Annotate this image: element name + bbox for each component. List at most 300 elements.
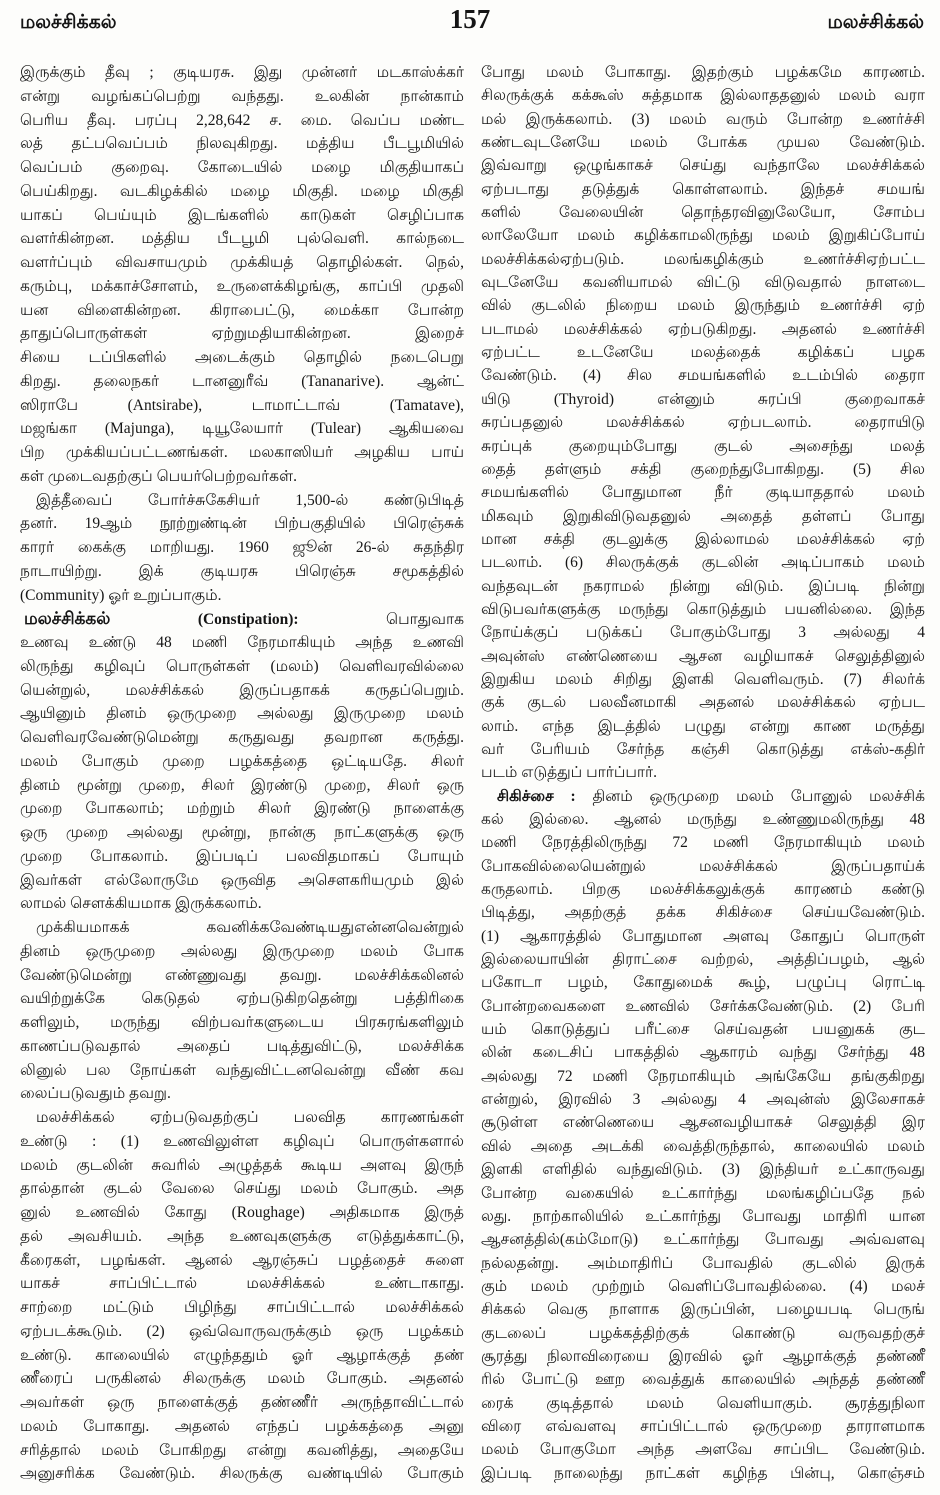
line-text: குக் குடல் பலவீனமாகி அதனல் மலச்சிக்கல் ஏற்பட (481, 694, 925, 712)
line-text: ஒரு முறை அல்லது மூன்று, நான்கு நாட்களுக்கு ஒரு (20, 824, 464, 841)
line-content (481, 341, 925, 364)
line-text: தினம் மூன்று முறை, சிலர் இரண்டு முறை, சிலர் ஒரு (20, 776, 464, 794)
line-content (20, 512, 464, 536)
line-text: ரைக் குடித்தால் மலம் வெளியாகும். சூரத்துநிலா (481, 1394, 925, 1412)
line-content (20, 441, 464, 465)
line-content (20, 109, 464, 133)
line-text: யன விளைகின்றன. கிராபைட்டு, மைக்கா போன்ற (20, 301, 464, 319)
line-content (481, 1345, 925, 1368)
line-text: கரும்பு, மக்காச்சோளம், உருளைக்கிழங்கு, காப்பி முதலி (20, 277, 464, 295)
line-content (481, 411, 925, 434)
text-line (481, 1228, 925, 1251)
line-text: (1) ஆகாரத்தில் போதுமான அளவு கோதுப் பொருள் (481, 927, 925, 945)
line-text: மஜங்கா (Majunga), டியூலேயார் (Tulear) ஆகியவை (20, 420, 464, 438)
line-content (481, 84, 925, 107)
line-content (481, 1135, 925, 1158)
line-content (20, 560, 464, 584)
line-content (481, 1182, 925, 1205)
line-content (481, 131, 925, 154)
line-text: படம் எடுத்துப் பார்ப்பார். (481, 764, 657, 782)
line-content (481, 458, 925, 481)
line-content (20, 1439, 464, 1463)
text-line (481, 1158, 925, 1181)
line-text: சமயங்களில் போதுமான நீர் குடியாததால் மலம் (481, 484, 925, 502)
line-content (481, 505, 925, 528)
line-content (481, 831, 925, 854)
text-line (481, 341, 925, 364)
line-content (481, 761, 657, 784)
text-line (20, 370, 464, 394)
text-line (481, 878, 925, 901)
text-line (481, 925, 925, 948)
paragraph (20, 607, 464, 916)
line-text: சுரப்பதனுல் மலச்சிக்கல் ஏற்படலாம். தைராயிடு (481, 414, 925, 432)
line-text: களிலும், மருந்து விற்பவர்களுடைய பிரசுரங்களிலும் (20, 1014, 464, 1031)
text-line (481, 1298, 925, 1321)
line-text: வெப்பம் குறைவு. கோடையில் மழை மிகுதியாகப் (20, 159, 464, 176)
text-line (20, 1462, 464, 1486)
line-content (20, 1320, 464, 1344)
line-text: வில் அதை அடக்கி வைத்திருந்தால், காலையில் மலம் (481, 1137, 925, 1155)
text-line (481, 1438, 925, 1461)
line-content (481, 388, 925, 411)
line-content (20, 1249, 464, 1273)
line-content (20, 132, 464, 156)
line-content (20, 227, 464, 251)
line-text: வேண்டும். (4) சில சமயங்களில் உடம்பில் தைரா (481, 367, 925, 385)
text-line (20, 892, 464, 916)
line-text: இப்படி நாலைந்து நாட்கள் கழிந்த பின்பு, கொஞ்சம் (481, 1464, 925, 1482)
text-line (20, 869, 464, 893)
text-line (20, 512, 464, 536)
text-line (20, 655, 464, 679)
text-line (20, 227, 464, 251)
line-text: மிகவும் இறுகிவிடுவதனுல் அதைத் தள்ளப் போது (481, 507, 925, 525)
line-text: படலாம். (6) சிலருக்குக் குடலின் அடிப்பாகம் மலம் (481, 554, 925, 572)
line-text: ஏற்படக்கூடும். (2) ஒவ்வொருவருக்கும் ஒரு பழக்கம் (20, 1322, 464, 1340)
line-content (481, 925, 925, 948)
text-line (20, 1154, 464, 1178)
text-line (481, 411, 925, 434)
line-text: தைத் தள்ளும் சக்தி குறைந்துபோகிறது. (5) சில (481, 460, 925, 478)
line-text: வளர்ப்பும் விவசாயமும் முக்கியத் தொழில்கள். நெல், (20, 254, 464, 271)
line-content (20, 1177, 464, 1201)
line-content (20, 964, 464, 988)
line-text: முறை போகலாம்; மற்றும் சிலர் இரண்டு நாளைக்கு (20, 800, 464, 818)
line-text: கீரைகள், பழங்கள். ஆனல் ஆரஞ்சுப் பழத்தைச் சுளை (20, 1251, 464, 1269)
text-line (20, 1249, 464, 1273)
line-text: பொதுவாக (386, 611, 465, 629)
line-content (20, 61, 464, 85)
line-text: இவ்வாறு ஒழுங்காகச் செய்து வந்தாலே மலச்சிக்கல் (481, 157, 925, 175)
text-line (20, 916, 464, 940)
running-head-left: மலச்சிக்கல் (20, 12, 117, 33)
text-line (481, 1088, 925, 1111)
line-content (20, 1011, 464, 1035)
line-content (481, 1322, 925, 1345)
line-text: உண்டு : (1) உணவிலுள்ள கழிவுப் பொருள்களால் (20, 1132, 464, 1150)
line-text: போது மலம் போகாது. இதற்கும் பழக்கமே காரணம். (481, 64, 925, 81)
line-text: (Community) ஓர் உறுப்பாகும். (20, 586, 222, 604)
text-line (20, 536, 464, 560)
line-content (481, 995, 925, 1018)
line-text: யம் கொடுத்துப் பரீட்சை செய்வதன் பயனுகக் குட (481, 1021, 925, 1039)
line-text: வளர்கின்றன. மத்திய பீடபூமி புல்வெளி. கால்நடை (20, 230, 464, 248)
line-text: இத்தீவைப் போர்ச்சுகேசியர் 1,500-ல் கண்டுபிடித் (36, 491, 464, 509)
line-content (481, 808, 925, 831)
text-line (481, 1205, 925, 1228)
text-line (481, 1018, 925, 1041)
line-text: லத் தட்பவெப்பம் நிலவுகிறது. மத்திய பீடபூமியில் (20, 135, 464, 153)
line-content (20, 299, 464, 323)
text-line (20, 1439, 464, 1463)
line-text: வெளிவரவேண்டுமென்று கருதுவது தவறான கருத்து. (20, 729, 464, 746)
line-content (20, 1462, 464, 1486)
text-line (20, 774, 464, 798)
line-text: உணவு உண்டு 48 மணி நேரமாகியும் அந்த உணவி (20, 634, 464, 651)
text-line (20, 940, 464, 964)
line-content (20, 417, 464, 441)
line-text: சிக்கல் வெகு நாளாக இருப்பின், பழையபடி பெருங் (481, 1301, 925, 1319)
text-line (481, 831, 925, 854)
line-text: ஆயினும் தினம் ஒருமுறை அல்லது இருமுறை மலம் (20, 705, 464, 723)
text-line (20, 1082, 464, 1106)
text-line (20, 1177, 464, 1201)
line-content (481, 435, 925, 458)
line-text: முறை போகலாம். இப்படிப் பலவிதமாகப் போயும் (20, 847, 464, 865)
line-content (481, 621, 925, 644)
paragraph (20, 489, 464, 608)
line-text: வில் குடலில் நிறைய மலம் இருந்தும் உணர்ச்சி ஏற் (481, 297, 925, 315)
text-line (481, 294, 925, 317)
line-text: வந்தவுடன் நகராமல் நின்று விடும். இப்படி நின்று (481, 577, 925, 595)
text-line (20, 61, 464, 85)
text-line (20, 489, 464, 513)
line-content (481, 575, 925, 598)
line-content (20, 1082, 171, 1106)
line-content (497, 785, 925, 808)
line-content (481, 1415, 925, 1438)
line-content (481, 108, 925, 131)
text-line (481, 1322, 925, 1345)
text-line (20, 441, 464, 465)
text-line (20, 180, 464, 204)
line-content (20, 869, 464, 893)
line-content (20, 702, 464, 726)
text-line (20, 584, 464, 608)
line-content (20, 1272, 464, 1296)
line-content (481, 971, 925, 994)
text-line (481, 435, 925, 458)
line-content (481, 1462, 925, 1485)
line-text: விரை எவ்வளவு சாப்பிட்டால் ஒருமுறை தாராளமாக (481, 1417, 925, 1435)
line-content (481, 1228, 925, 1251)
line-text: சுரப்புக் குறையும்போது குடல் அசைந்து மலத் (481, 437, 925, 455)
line-content (20, 1296, 464, 1320)
line-text: லிருந்து கழிவுப் பொருள்கள் (மலம்) வெளிவரவில்லை (20, 657, 464, 675)
line-content (20, 845, 464, 869)
line-content (20, 204, 464, 228)
line-text: அவுன்ஸ் எண்ணெயை ஆசன வழியாகச் செலுத்தினுல் (481, 647, 925, 665)
line-content (20, 821, 464, 845)
line-content (481, 691, 925, 714)
line-text: குடலைப் பழக்கத்திற்குக் கொண்டு வருவதற்குச் (481, 1324, 925, 1342)
text-line (481, 575, 925, 598)
text-line (481, 458, 925, 481)
line-content (20, 1225, 464, 1249)
line-text: னுல் உணவில் கோது (Roughage) அதிகமாக இருத் (20, 1204, 464, 1221)
text-line (481, 1392, 925, 1415)
line-text: தினம் ஒருமுறை அல்லது இருமுறை மலம் போக (20, 942, 464, 960)
line-content (20, 346, 464, 370)
text-line (481, 178, 925, 201)
text-line (20, 1059, 464, 1083)
line-content (20, 1130, 464, 1154)
line-text: கும் மலம் முற்றும் வெளிப்போவதில்லை. (4) மலச் (481, 1277, 925, 1295)
text-line (20, 1106, 464, 1130)
text-line (481, 785, 925, 808)
text-line (481, 201, 925, 224)
line-text: ரில் போட்டு ஊற வைத்துக் காலையில் அந்தத் தண்ணீ (481, 1371, 925, 1389)
line-text: நாடாயிற்று. இக் குடியரசு பிரெஞ்சு சமூகத்தில் (20, 562, 464, 580)
line-content (20, 85, 464, 109)
line-content (481, 901, 925, 924)
article-headword: மலச்சிக்கல் (24, 609, 111, 629)
line-text: பகோடா பழம், கோதுமைக் கூழ், பழுப்பு ரொட்டி (481, 974, 925, 992)
line-content (20, 1035, 464, 1059)
text-line (20, 845, 464, 869)
text-line (20, 417, 464, 441)
text-line (481, 271, 925, 294)
text-line (481, 621, 925, 644)
line-content (36, 1106, 464, 1130)
right-column (481, 61, 925, 1485)
line-text: லினுல் பல நோய்கள் வந்துவிட்டனவென்று வீண் கவ (20, 1061, 464, 1079)
paragraph (20, 916, 464, 1106)
line-content (481, 178, 925, 201)
line-text: தல் அவசியம். அந்த உணவுகளுக்கு எடுத்துக்காட்டு, (20, 1227, 464, 1245)
line-content (20, 1367, 464, 1391)
line-text: சிலருக்குக் கக்கூஸ் சுத்தமாக இல்லாததனுல் மலம் வரா (481, 87, 925, 105)
text-line (20, 1035, 464, 1059)
line-content (20, 156, 464, 180)
line-content (481, 645, 925, 668)
line-text: போகவில்லையென்றுல் மலச்சிக்கல் இருப்பதாய்க் (481, 857, 925, 875)
text-line (481, 248, 925, 271)
line-text: யாகச் சாப்பிட்டால் மலச்சிக்கல் உண்டாகாது. (20, 1275, 464, 1293)
text-line (20, 1391, 464, 1415)
line-text: மலம் போகாது. அதனல் எந்தப் பழக்கத்தை அனு (20, 1417, 464, 1435)
running-head-right: மலச்சிக்கல் (827, 12, 924, 33)
line-text: உண்டு. காலையில் எழுந்ததும் ஓர் ஆழாக்குத் தண் (20, 1346, 464, 1364)
line-content (481, 248, 925, 271)
line-content (481, 481, 925, 504)
line-content (481, 1252, 925, 1275)
line-text: கருதலாம். பிறகு மலச்சிக்கலுக்குக் காரணம் கண்டு (481, 881, 925, 899)
text-line (20, 1272, 464, 1296)
text-line (481, 855, 925, 878)
left-column (20, 61, 464, 1486)
text-line (20, 1367, 464, 1391)
line-text: லைப்படுவதும் தவறு. (20, 1085, 171, 1103)
line-text: லாமல் சௌக்கியமாக இருக்கலாம். (20, 895, 262, 913)
line-content (20, 655, 464, 679)
line-text: கள் முடைவதற்குப் பெயர்பெற்றவர்கள். (20, 467, 297, 485)
text-line (481, 691, 925, 714)
line-text: நல்லதன்று. அம்மாதிரிப் போவதில் குடலில் இருக் (481, 1254, 925, 1272)
line-text: போன்றவைகளை உணவில் சேர்க்கவேண்டும். (2) பேரி (481, 997, 925, 1015)
line-text: இருக்கும் தீவு ; குடியரசு. இது முன்னர் மடகாஸ்க்கர் (20, 64, 464, 81)
page-number: 157 (449, 4, 491, 34)
text-line (481, 1345, 925, 1368)
line-text: பெரிய தீவு. பரப்பு 2,28,642 ச. மை. வெப்ப மண்ட (20, 111, 464, 129)
text-line (20, 987, 464, 1011)
line-content (481, 1111, 925, 1134)
line-text: என்றுல், இரவில் 3 அல்லது 4 அவுன்ஸ் இலேசாகச் (481, 1091, 925, 1109)
line-content (481, 715, 925, 738)
line-text: சரித்தால் மலம் போகிறது என்று கவனித்து, அதையே (20, 1441, 464, 1459)
line-text: இவர்கள் எல்லோருமே ஒருவித அசௌகரியமும் இல் (20, 871, 464, 889)
line-text: அல்லது 72 மணி நேரமாகியும் அங்கேயே தங்குகிறது (481, 1067, 925, 1085)
line-text: அவர்கள் ஒரு நாளைக்குத் தண்ணீர் அருந்தாவிட்டால் (20, 1394, 464, 1411)
text-line (20, 109, 464, 133)
line-text: ஆசனத்தில்(கம்மோடு) உட்கார்ந்து போவது அவ்வளவு (481, 1231, 925, 1249)
line-content (20, 322, 464, 346)
line-text: லாம். எந்த இடத்தில் பழுது என்று காண மருத்து (481, 717, 925, 735)
line-text: மலம் போகுமோ அந்த அளவே சாப்பிட வேண்டும். (481, 1441, 925, 1459)
text-line (481, 224, 925, 247)
line-content (20, 275, 464, 299)
text-line (481, 154, 925, 177)
paragraph (481, 61, 925, 785)
text-line (20, 607, 464, 631)
text-line (20, 560, 464, 584)
text-line (20, 204, 464, 228)
text-line (481, 715, 925, 738)
text-line (481, 1111, 925, 1134)
line-text: நோய்க்குப் படுக்கப் போகும்போது 3 அல்லது 4 (481, 624, 925, 642)
line-text: என்று வழங்கப்பெற்று வந்தது. உலகின் நான்காம் (20, 87, 464, 105)
text-line (481, 995, 925, 1018)
line-content (481, 1392, 925, 1415)
line-text: களில் வேலையின் தொந்தரவினுலேயோ, சோம்ப (481, 204, 925, 222)
text-line (481, 1041, 925, 1064)
text-line (481, 551, 925, 574)
text-line (20, 1225, 464, 1249)
line-text: ணீரைப் பருகினல் சிலருக்கு மலம் போகும். அதனல் (20, 1370, 464, 1388)
line-text: தினம் ஒருமுறை மலம் போனுல் மலச்சிக் (592, 787, 926, 805)
line-text: வயிற்றுக்கே கெடுதல் ஏற்படுகிறதென்று பத்திரிகை (20, 990, 464, 1008)
text-line (20, 1130, 464, 1154)
text-line (481, 505, 925, 528)
article-headword-english: (Constipation): (197, 611, 299, 629)
line-content (481, 271, 925, 294)
line-content (481, 1438, 925, 1461)
text-line (20, 322, 464, 346)
text-line (481, 1462, 925, 1485)
text-line (20, 156, 464, 180)
text-line (20, 299, 464, 323)
line-text: தாதுப்பொருள்கள் ஏற்றுமதியாகின்றன. இறைச் (20, 325, 464, 343)
line-text: மலச்சிக்கல்ஏற்படும். மலங்கழிக்கும் உணர்ச்சிஏற்பட்ட (481, 250, 925, 268)
line-content (24, 607, 464, 632)
line-content (20, 774, 464, 798)
line-text: காணப்படுவதால் அதைப் படித்துவிட்டு, மலச்சிக்க (20, 1037, 464, 1055)
line-text: இல்லையாயின் திராட்சை வற்றல், அத்திப்பழம், ஆல் (481, 951, 925, 969)
line-text: பிடித்து, அதற்குத் தக்க சிகிச்சை செய்யவேண்டும். (481, 904, 925, 922)
line-content (481, 201, 925, 224)
line-content (20, 1344, 464, 1368)
line-text: லின் கடைசிப் பாகத்தில் ஆகாரம் வந்து சேர்ந்து 48 (481, 1044, 925, 1062)
line-content (20, 679, 464, 703)
line-content (481, 1041, 925, 1064)
line-content (481, 224, 925, 247)
paragraph (20, 61, 464, 489)
line-text: ஏற்படாது தடுத்துக் கொள்ளலாம். இந்தச் சமயங் (481, 180, 925, 198)
text-line (20, 251, 464, 275)
line-text: சியை டப்பிகளில் அடைக்கும் தொழில் நடைபெறு (20, 349, 464, 366)
line-content (481, 154, 925, 177)
line-content (481, 1158, 925, 1181)
text-line (481, 1415, 925, 1438)
text-line (481, 481, 925, 504)
line-text: வுடனேயே கவனியாமல் விட்டு விடுவதால் நாளடை (481, 274, 925, 292)
text-line (481, 1368, 925, 1391)
text-line (20, 821, 464, 845)
line-content (481, 528, 925, 551)
line-text: தனர். 19ஆம் நூற்றுண்டின் பிற்பகுதியில் பிரெஞ்சுக் (20, 515, 464, 533)
paragraph (481, 785, 925, 1485)
line-text: லது. நாற்காலியில் உட்கார்ந்து போவது மாதிரி யான (481, 1207, 925, 1225)
line-text: மலச்சிக்கல் ஏற்படுவதற்குப் பலவித காரணங்கள் (36, 1109, 464, 1126)
line-text: காரர் கைக்கு மாறியது. 1960 ஜூன் 26-ல் சுதந்திர (20, 539, 464, 556)
line-content (20, 536, 464, 560)
line-content (20, 940, 464, 964)
line-text: இறுகிய மலம் சிறிது இளகி வெளிவரும். (7) சிலர்க் (481, 670, 925, 688)
line-content (481, 855, 925, 878)
line-text: ஏற்பட்ட உடனேயே மலத்தைக் கழிக்கப் பழக (481, 344, 925, 362)
text-line (481, 318, 925, 341)
text-line (481, 528, 925, 551)
line-text: விடுபவர்களுக்கு மருந்து கொடுத்தும் பயனில்லை. இந்த (481, 600, 925, 618)
text-line (481, 971, 925, 994)
line-content (20, 394, 464, 418)
text-line (481, 1275, 925, 1298)
line-content (481, 551, 925, 574)
line-text: மணி நேரத்திலிருந்து 72 மணி நேரமாகியும் மலம் (481, 834, 925, 852)
text-line (20, 797, 464, 821)
line-content (20, 251, 464, 275)
line-content (20, 465, 297, 489)
line-text: ஸிராபே (Antsirabe), டாமாட்டாவ் (Tamatave), (20, 396, 464, 414)
line-content (481, 1368, 925, 1391)
text-line (481, 61, 925, 84)
line-content (481, 294, 925, 317)
line-text: மலம் போகும் முறை பழக்கத்தை ஒட்டியதே. சிலர் (20, 752, 464, 770)
text-line (481, 1065, 925, 1088)
text-line (20, 1415, 464, 1439)
line-text: சாற்றை மட்டும் பிழிந்து சாப்பிட்டால் மலச்சிக்கல் (20, 1299, 464, 1316)
line-text: மான சக்தி குடலுக்கு இல்லாமல் மலச்சிக்கல் ஏற் (481, 530, 925, 548)
text-line (481, 948, 925, 971)
text-line (481, 598, 925, 621)
line-content (481, 948, 925, 971)
line-text: யாகப் பெய்யும் இடங்களில் காடுகள் செழிப்பாக (20, 206, 464, 224)
text-line (20, 702, 464, 726)
text-line (481, 364, 925, 387)
text-line (481, 738, 925, 761)
line-text: பெய்கிறது. வடகிழக்கில் மழை மிகுதி. மழை மிகுதி (20, 182, 464, 200)
